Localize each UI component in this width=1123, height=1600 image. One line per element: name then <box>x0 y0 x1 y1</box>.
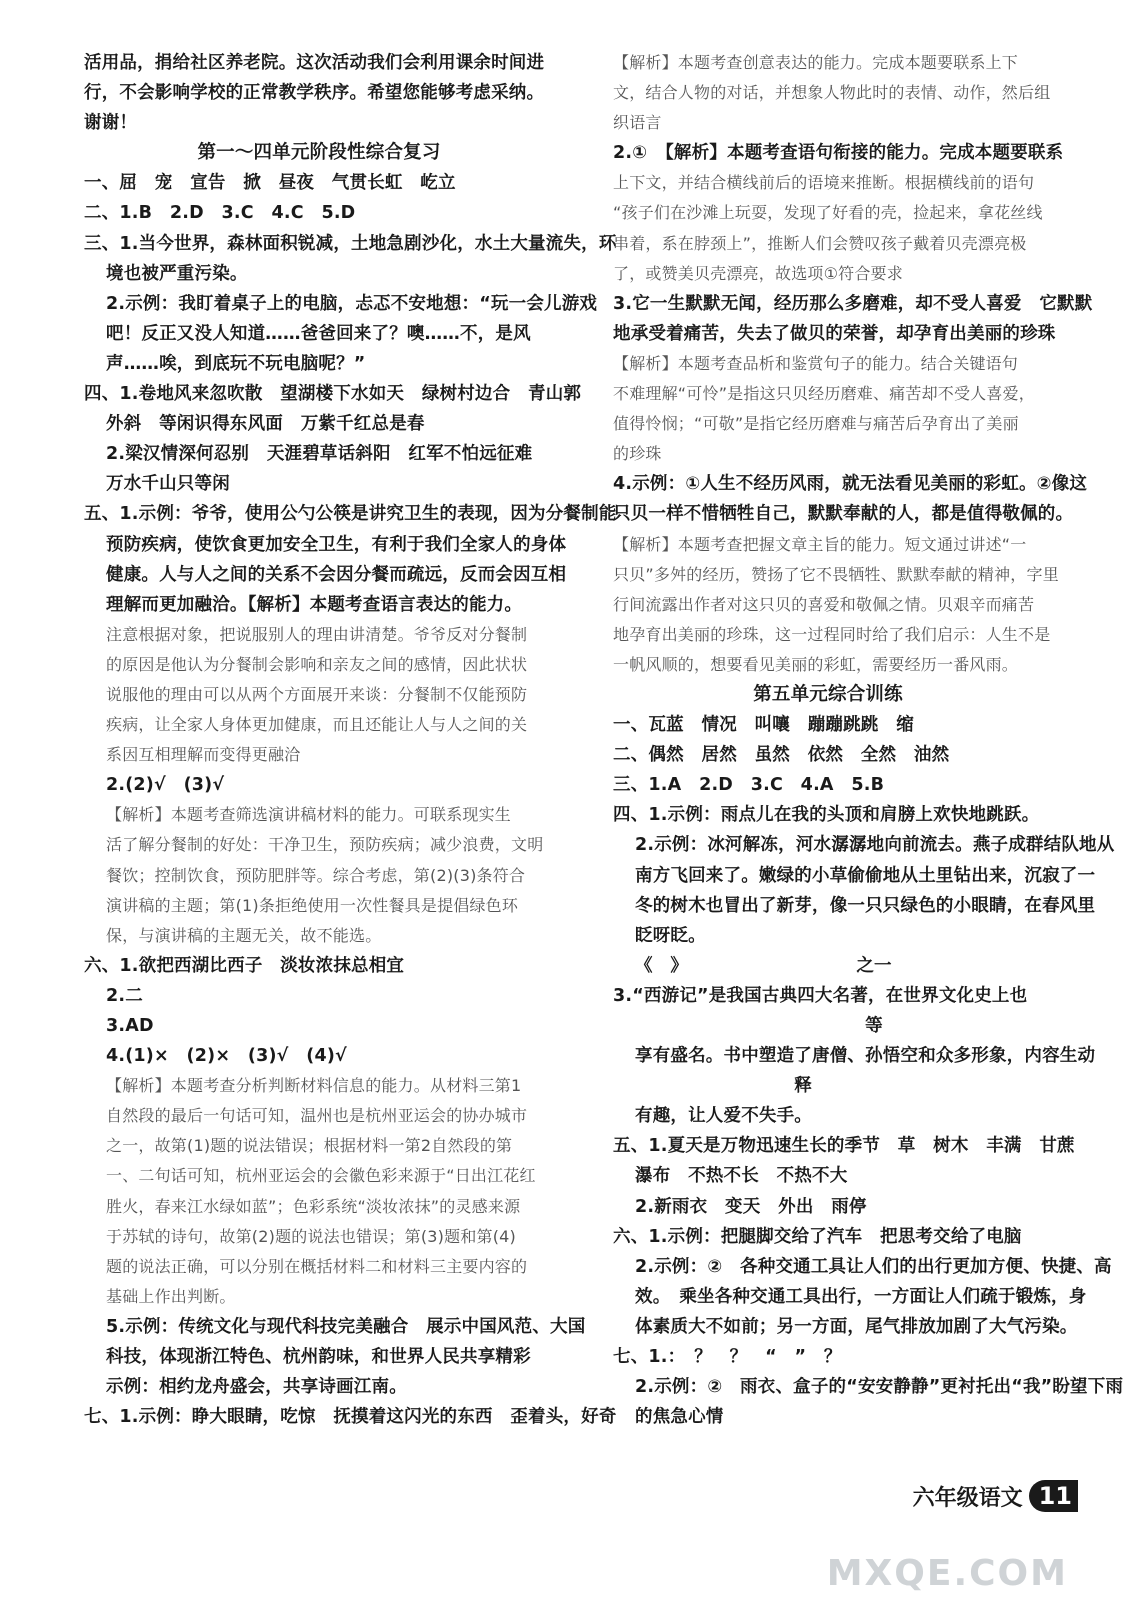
left-text-line: 说服他的理由可以从两个方面展开来谈：分餐制不仅能预防 <box>106 684 528 704</box>
right-text-line: 冬的树木也冒出了新芽，像一只只绿色的小眼睛，在春风里 <box>635 895 1096 916</box>
right-text-line: 的珍珠 <box>613 444 662 464</box>
left-text-line: 预防疾病，使饮食更加安全卫生，有利于我们全家人的身体 <box>106 534 567 555</box>
right-text-line: 等 <box>635 1016 883 1036</box>
left-text-line: 三、1.当今世界，森林面积锐减，土地急剧沙化，水土大量流失，环 <box>84 233 617 254</box>
left-text-line: 第一～四单元阶段性综合复习 <box>197 142 441 164</box>
left-text-line: 系因互相理解而变得更融洽 <box>106 745 301 765</box>
right-text-line: 南方飞回来了。嫩绿的小草偷偷地从土里钻出来，沉寂了一 <box>635 865 1096 886</box>
right-text-line: 只贝”多舛的经历，赞扬了它不畏牺牲、默默奉献的精神，字里 <box>613 564 1059 584</box>
left-text-line: 一、屈 宠 宣告 掀 昼夜 气贯长虹 屹立 <box>84 173 456 194</box>
left-text-line: 的原因是他认为分餐制会影响和亲友之间的感情，因此状状 <box>106 654 528 674</box>
right-text-line: 第五单元综合训练 <box>753 683 903 705</box>
left-text-line: 外斜 等闲识得东风面 万紫千红总是春 <box>106 414 425 435</box>
right-text-line: 四、1.示例：雨点儿在我的头顶和肩膀上欢快地跳跃。 <box>613 805 1040 826</box>
right-column <box>613 48 1123 1432</box>
right-text-line: 六、1.示例：把腿脚交给了汽车 把思考交给了电脑 <box>613 1226 1022 1247</box>
right-text-line: 眨呀眨。 <box>635 925 706 946</box>
left-text-line: 科技，体现浙江特色、杭州韵味，和世界人民共享精彩 <box>106 1347 531 1368</box>
left-text-line: 3.AD <box>106 1016 154 1036</box>
left-text-line: 2.二 <box>106 985 143 1006</box>
left-text-line: 疾病，让全家人身体更加健康，而且还能让人与人之间的关 <box>106 715 528 735</box>
right-text-line: 一、瓦蓝 情况 叫嚷 蹦蹦跳跳 缩 <box>613 715 914 736</box>
right-text-line: 【解析】本题考查把握文章主旨的能力。短文通过讲述“一 <box>613 534 1027 554</box>
left-text-line: 活了解分餐制的好处：干净卫生，预防疾病；减少浪费，文明 <box>106 835 544 855</box>
left-text-line: 行，不会影响学校的正常教学秩序。希望您能够考虑采纳。 <box>84 83 545 104</box>
left-text-line: 自然段的最后一句话可知，温州也是杭州亚运会的协办城市 <box>106 1106 528 1126</box>
left-text-line: 示例：相约龙舟盛会，共享诗画江南。 <box>106 1377 407 1398</box>
right-text-line: 2.① 【解析】本题考查语句衔接的能力。完成本题要联系 <box>613 143 1064 164</box>
left-text-line: 2.示例：我盯着桌子上的电脑，忐忑不安地想：“玩一会儿游戏 <box>106 293 598 314</box>
left-text-line: 题的说法正确，可以分别在概括材料二和材料三主要内容的 <box>106 1256 528 1276</box>
right-text-line: 五、1.夏天是万物迅速生长的季节 草 树木 丰满 甘蔗 <box>613 1136 1075 1157</box>
left-text-line: 声……唉，到底玩不玩电脑呢？” <box>106 353 366 374</box>
right-text-line: 【解析】本题考查创意表达的能力。完成本题要联系上下 <box>613 53 1019 72</box>
right-text-line: 不难理解“可怜”是指这只贝经历磨难、痛苦却不受人喜爱， <box>613 384 1035 404</box>
left-text-line: 2.梁汉情深何忍别 天涯碧草话斜阳 红军不怕远征难 <box>106 444 533 465</box>
left-text-line: 5.示例：传统文化与现代科技完美融合 展示中国风范、大国 <box>106 1316 586 1337</box>
right-text-line: 4.示例：①人生不经历风雨，就无法看见美丽的彩虹。②像这 <box>613 474 1088 495</box>
left-text-line: 餐饮；控制饮食，预防肥胖等。综合考虑，第(2)(3)条符合 <box>106 865 526 885</box>
left-text-line: 健康。人与人之间的关系不会因分餐而疏远，反而会因互相 <box>106 564 567 585</box>
left-text-line: 【解析】本题考查筛选演讲稿材料的能力。可联系现实生 <box>106 805 512 825</box>
right-text-line: 上下文，并结合横线前后的语境来推断。根据横线前的语句 <box>613 173 1035 193</box>
left-text-line: 基础上作出判断。 <box>106 1286 236 1306</box>
left-text-line: 理解而更加融洽。【解析】本题考查语言表达的能力。 <box>106 594 523 615</box>
right-text-line: 3.它一生默默无闻，经历那么多磨难，却不受人喜爱 它默默 <box>613 293 1093 314</box>
right-text-line: 七、1.： ？ ？ “ ” ？ <box>613 1347 842 1368</box>
right-text-line: 效。 乘坐各种交通工具出行，一方面让人们疏于锻炼，身 <box>635 1286 1087 1307</box>
right-text-line: 二、偶然 居然 虽然 依然 全然 油然 <box>613 745 950 766</box>
right-text-line: 《 》 之一 <box>635 955 892 976</box>
left-text-line: 注意根据对象，把说服别人的理由讲清楚。爷爷反对分餐制 <box>106 624 528 644</box>
right-text-line: 地孕育出美丽的珍珠，这一过程同时给了我们启示：人生不是 <box>613 624 1051 644</box>
left-text-line: 之一，故第(1)题的说法错误；根据材料一第2自然段的第 <box>106 1136 513 1156</box>
right-text-line: 体素质大不如前；另一方面，尾气排放加剧了大气污染。 <box>635 1316 1078 1337</box>
left-column <box>84 48 617 1432</box>
left-text-line: 二、1.B 2.D 3.C 4.C 5.D <box>84 203 356 224</box>
right-text-line: 织语言 <box>613 113 662 133</box>
left-text-line: 七、1.示例：睁大眼睛，吃惊 抚摸着这闪光的东西 歪着头，好奇 <box>84 1407 617 1428</box>
right-text-line: “孩子们在沙滩上玩耍，发现了好看的壳，捡起来，拿花丝线 <box>613 203 1043 223</box>
right-text-line: 的焦急心情 <box>635 1407 724 1428</box>
left-text-line: 演讲稿的主题；第(1)条拒绝使用一次性餐具是提倡绿色环 <box>106 895 519 915</box>
left-text-line: 于苏轼的诗句，故第(2)题的说法也错误；第(3)题和第(4) <box>106 1226 516 1246</box>
right-text-line: 只贝一样不惜牺牲自己，默默奉献的人，都是值得敬佩的。 <box>613 504 1074 525</box>
right-text-line: 文，结合人物的对话，并想象人物此时的表情、动作，然后组 <box>613 83 1051 103</box>
right-text-line: 三、1.A 2.D 3.C 4.A 5.B <box>613 775 885 796</box>
right-text-line: 了，或赞美贝壳漂亮，故选项①符合要求 <box>613 263 903 283</box>
left-text-line: 六、1.欲把西湖比西子 淡妆浓抹总相宜 <box>84 955 405 976</box>
left-text-line: 活用品，捐给社区养老院。这次活动我们会利用课余时间进 <box>84 53 545 73</box>
right-text-line: 2.示例：冰河解冻，河水潺潺地向前流去。燕子成群结队地从 <box>635 835 1115 856</box>
left-text-line: 2.(2)√ (3)√ <box>106 775 225 796</box>
watermark-logo: MXQE.COM <box>826 1553 1068 1594</box>
left-text-line: 【解析】本题考查分析判断材料信息的能力。从材料三第1 <box>106 1076 522 1096</box>
footer-grade: 六年级语文 <box>912 1485 1023 1511</box>
page-number: 11 <box>1029 1480 1078 1512</box>
right-text-line: 行间流露出作者对这只贝的喜爱和敬佩之情。贝艰辛而痛苦 <box>613 594 1035 614</box>
right-text-line: 2.示例：② 各种交通工具让人们的出行更加方便、快捷、高 <box>635 1256 1112 1277</box>
right-text-line: 值得怜悯；“可敬”是指它经历磨难与痛苦后孕育出了美丽 <box>613 414 1019 434</box>
left-text-line: 四、1.卷地风来忽吹散 望湖楼下水如天 绿树村边合 青山郭 <box>84 384 582 405</box>
right-text-line: 一帆风顺的，想要看见美丽的彩虹，需要经历一番风雨。 <box>613 654 1019 674</box>
right-text-line: 瀑布 不热不长 不热不大 <box>635 1166 848 1187</box>
right-text-line: 地承受着痛苦，失去了做贝的荣誉，却孕育出美丽的珍珠 <box>613 323 1056 344</box>
left-text-line: 一、二句话可知，杭州亚运会的会徽色彩来源于“日出江花红 <box>106 1166 536 1186</box>
right-text-line: 【解析】本题考查品析和鉴赏句子的能力。结合关键语句 <box>613 353 1019 373</box>
right-text-line: 2.示例：② 雨衣、盒子的“安安静静”更衬托出“我”盼望下雨 <box>635 1377 1123 1398</box>
right-text-line: 享有盛名。书中塑造了唐僧、孙悟空和众多形象，内容生动 <box>635 1046 1096 1067</box>
right-text-line: 3.“西游记”是我国古典四大名著，在世界文化史上也 <box>613 985 1028 1006</box>
left-text-line: 境也被严重污染。 <box>106 263 248 284</box>
right-text-line: 释 <box>635 1076 812 1097</box>
left-text-line: 保，与演讲稿的主题无关，故不能选。 <box>106 925 382 945</box>
page-footer <box>913 1476 1078 1516</box>
right-text-line: 串着，系在脖颈上”，推断人们会赞叹孩子戴着贝壳漂亮极 <box>613 233 1027 253</box>
left-text-line: 4.(1)× (2)× (3)√ (4)√ <box>106 1046 347 1067</box>
left-text-line: 吧！反正又没人知道……爸爸回来了？噢……不，是风 <box>106 323 531 344</box>
left-text-line: 五、1.示例：爷爷，使用公勺公筷是讲究卫生的表现，因为分餐制能 <box>84 504 617 525</box>
right-text-line: 有趣，让人爱不失手。 <box>635 1106 812 1127</box>
left-text-line: 万水千山只等闲 <box>106 474 230 495</box>
right-text-line: 2.新雨衣 变天 外出 雨停 <box>635 1196 867 1217</box>
left-text-line: 胜火，春来江水绿如蓝”；色彩系统“淡妆浓抹”的灵感来源 <box>106 1196 521 1216</box>
left-text-line: 谢谢！ <box>84 113 138 134</box>
